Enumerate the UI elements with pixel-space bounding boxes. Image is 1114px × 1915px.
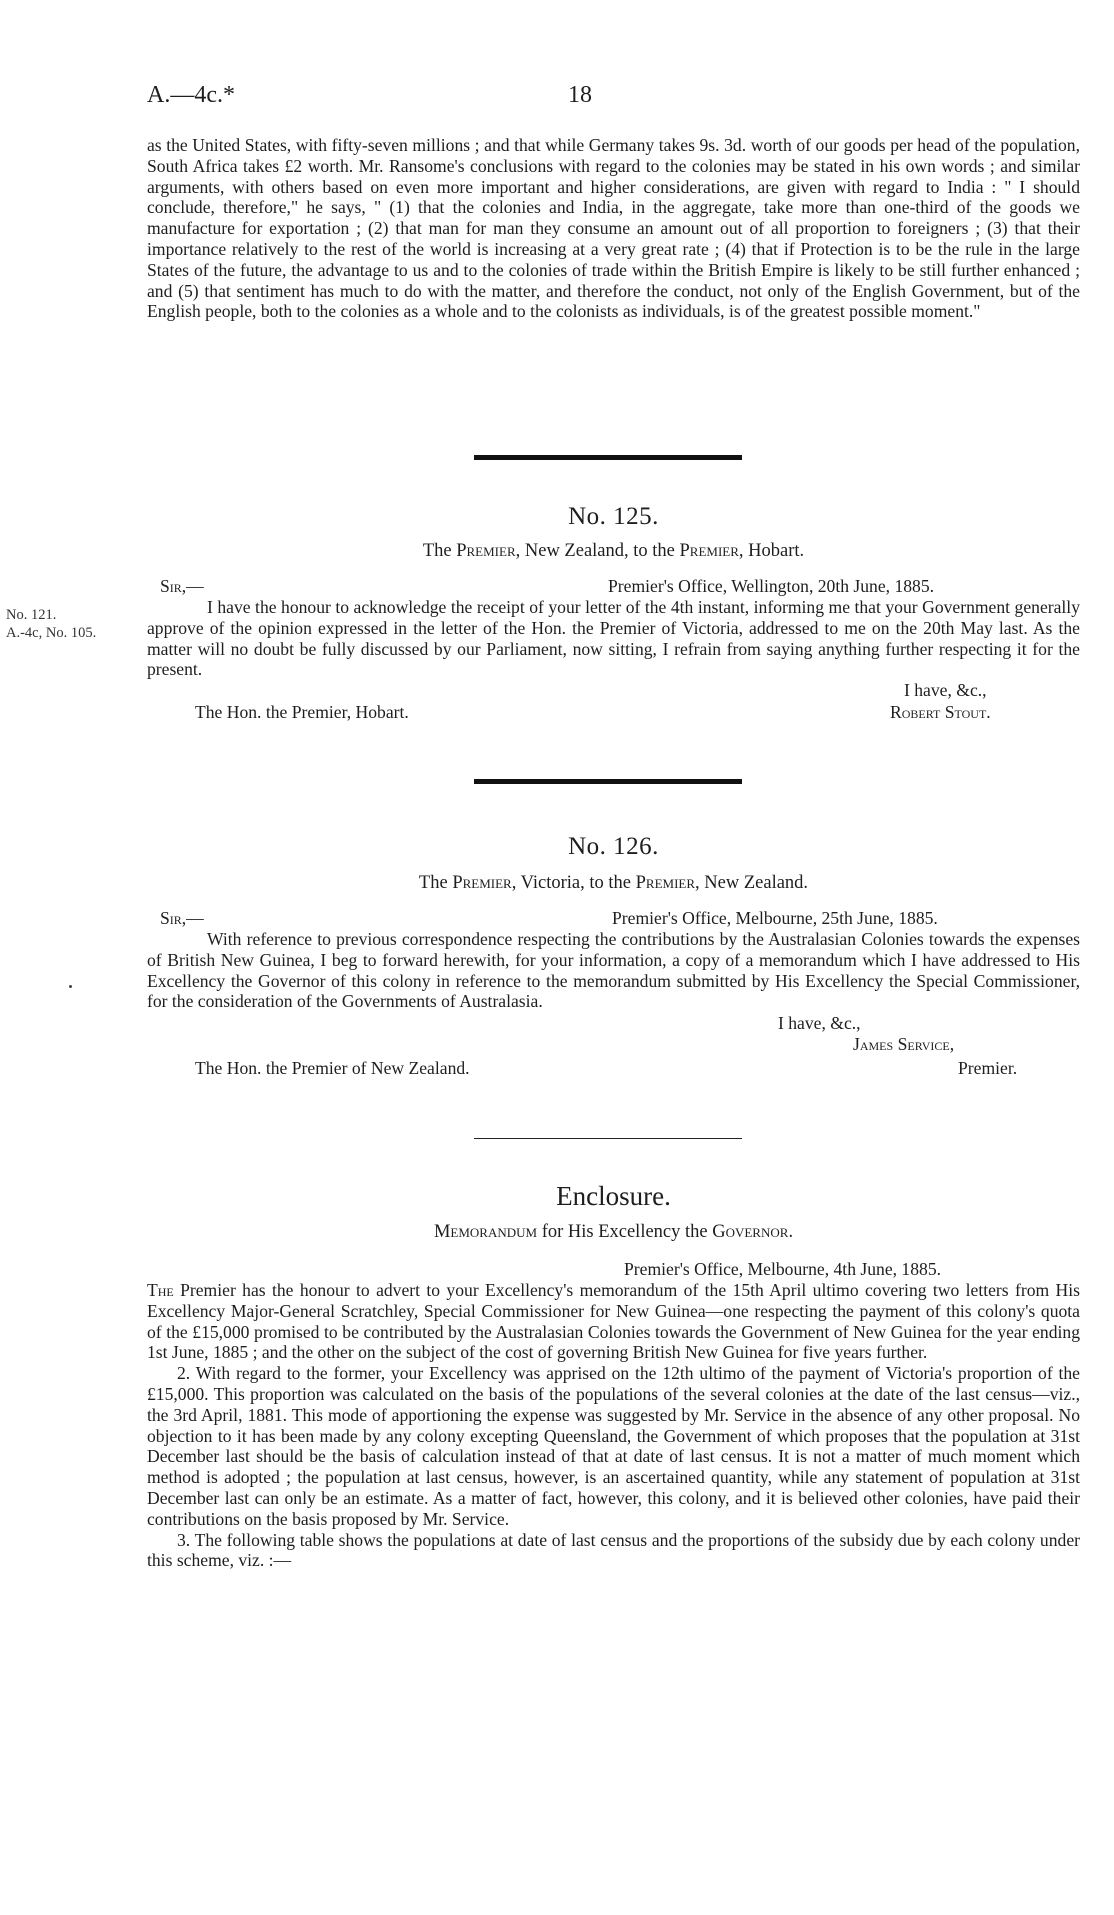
letter-126-closing: I have, &c., [778,1013,861,1033]
letter-126-signature-title: Premier. [958,1058,1018,1078]
enclosure-heading: Enclosure. [556,1181,671,1211]
letter-125-signature: Robert Stout. [890,702,991,722]
section-divider [474,455,742,460]
letter-125-number: No. 125. [568,503,659,530]
intro-paragraph [147,135,1080,322]
page-number: 18 [568,82,592,108]
memorandum-body [147,1280,1080,1571]
enclosure-divider [474,1138,742,1139]
memorandum-title [147,1222,1080,1243]
letter-126-dateline: Premier's Office, Melbourne, 25th June, 1885. [612,908,938,928]
memorandum-title-2: for His Excellency the [537,1222,713,1242]
letter-126-body-text: With reference to previous correspondence respecting the contributions by the Australasian Colonies towards the expenses of British New Guinea, I beg to forward herewith, for your information, a copy of a memorandum which I have addressed to His Excellency the Governor of this colony in reference to the memorandum submitted by His Excellency the Special Commissioner, for the consideration of the Governments of Australasia. [147,929,1080,1012]
memorandum-title-3: Governor [712,1222,789,1242]
memorandum-paragraph-2: 2. With regard to the former, your Excellency was apprised on the 12th ultimo of the payment of Victoria's proportion of the £15,000. This proportion was calculated on the basis of the populations of the several colonies at the date of the last census—viz., the 3rd April, 1881. This mode of apportioning the expense was suggested by Mr. Service in the absence of any other proposal. No objection to it has been made by any colony excepting Queensland, the Government of which proposes that the population at 31st December last should be the basis of calculation instead of that at date of last census. It is not a matter of much moment which method is adopted ; the population at last census, however, is an ascertained quantity, while any statement of population at 31st December last can only be an estimate. As a matter of fact, however, this colony, and it is believed other colonies, have paid their contributions on the basis proposed by Mr. Service. [147,1363,1080,1529]
letter-125-title-premier-2: Premier [679,541,739,561]
letter-126-addressee: The Hon. the Premier of New Zealand. [195,1058,470,1078]
letter-125-closing: I have, &c., [904,680,987,700]
letter-125-title-pre: The [422,541,457,561]
letter-125-dateline: Premier's Office, Wellington, 20th June, 1885. [608,576,935,596]
memorandum-dateline: Premier's Office, Melbourne, 4th June, 1885. [624,1259,942,1279]
letter-126-signature: James Service, [853,1034,955,1054]
memorandum-paragraph-1-text: Premier has the honour to advert to your Excellency's memorandum of the 15th April ultimo covering two letters from His Excellency Major-General Scratchley, Special Commissioner for New Guinea—one respecting the payment of this colony's quota of the £15,000 promised to be contributed by the Australasian Colonies towards the Government of New Guinea for the year ending 1st June, 1885 ; and the other on the subject of the cost of governing British New Guinea for five years further. [147,1280,1080,1363]
memorandum-paragraph-3: 3. The following table shows the populations at date of last census and the proportions of the subsidy due by each colony under this scheme, viz. :— [147,1529,1080,1571]
intro-text: as the United States, with fifty-seven millions ; and that while Germany takes 9s. 3d. worth of our goods per head of the population, South Africa takes £2 worth. Mr. Ransome's conclusions with regard to the colonies may be stated in his own words ; and similar arguments, with others based on even more important and higher considerations, are given with regard to India : " I should conclude, therefore," he says, " (1) that the colonies and India, in the aggregate, take more than one-third of the goods we manufacture for exportation ; (2) that man for man they consume an amount out of all proportion to foreigners ; (3) that their importance relatively to the rest of the world is increasing at a very great rate ; (4) that if Protection is to be the rule in the large States of the future, the advantage to us and to the colonies of trade within the British Empire is likely to be still further enhanced ; and (5) that sentiment has much to do with the matter, and therefore the conduct, not only of the English Government, but of the English people, both to the colonies as a whole and to the colonists as individuals, is of the greatest possible moment." [147,135,1080,322]
letter-126-title-post: , New Zealand. [695,873,809,893]
letter-125-body-text: I have the honour to acknowledge the receipt of your letter of the 4th instant, informing me that your Government generally approve of the opinion expressed in the letter of the Hon. the Premier of Victoria, addressed to me on the 20th May last. As the matter will no doubt be fully discussed by our Parliament, now sitting, I refrain from saying anything further respecting it for the present. [147,597,1080,680]
margin-note-ref-2: A.-4c, No. 105. [6,625,97,641]
memorandum-paragraph-1-lead: The [147,1280,174,1300]
letter-125-addressee: The Hon. the Premier, Hobart. [195,702,409,722]
letter-125-body [147,597,1080,680]
memorandum-title-4: . [788,1222,794,1242]
letter-126-number: No. 126. [568,833,659,860]
letter-125-title-post: , Hobart. [738,541,805,561]
letter-126-salutation: Sir,— [160,908,204,928]
margin-mark [69,985,72,988]
memorandum-title-1: Memorandum [433,1222,538,1242]
letter-125-title [147,541,1080,562]
letter-126-title-premier-1: Premier [452,873,512,893]
letter-126-title [147,873,1080,894]
letter-126-body [147,929,1080,1012]
memorandum-paragraph-1 [147,1280,1080,1363]
letter-126-title-mid: , Victoria, to the [511,873,636,893]
margin-note-ref-1: No. 121. [6,607,57,623]
letter-125-salutation: Sir,— [160,576,204,596]
letter-126-title-premier-2: Premier [635,873,696,893]
section-divider [474,779,742,784]
letter-125-title-premier-1: Premier [456,541,516,561]
letter-125-title-mid: , New Zealand, to the [515,541,680,561]
document-reference: A.—4c.* [147,82,235,108]
letter-126-title-pre: The [418,873,453,893]
